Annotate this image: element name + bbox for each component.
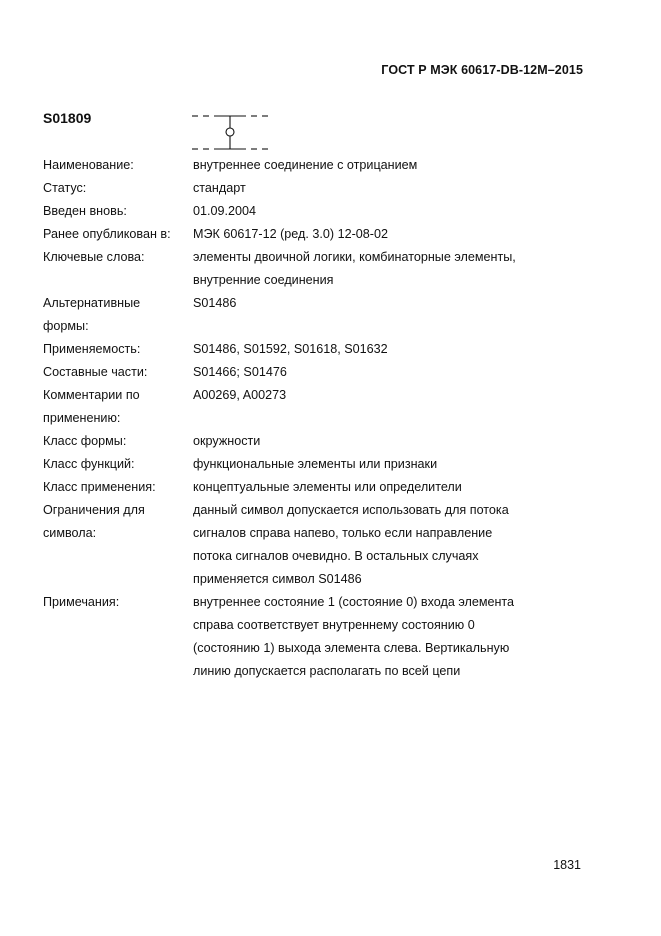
symbol-code: S01809 — [43, 110, 92, 126]
row-introduced — [43, 200, 593, 223]
value-shape-class: окружности — [193, 434, 261, 448]
value-notes: внутреннее состояние 1 (состояние 0) входа элемента справа соответствует внутреннему состоянию 0 (состоянию 1) выхода элемента слева. Вертикальную линию допускается располагать по всей цепи — [193, 595, 515, 678]
label-shape-class: Класс формы: — [43, 434, 127, 448]
row-shape-class — [43, 430, 593, 453]
value-name: внутреннее соединение с отрицанием — [193, 158, 418, 172]
label-function-class: Класс функций: — [43, 457, 135, 471]
label-previously-published: Ранее опубликован в: — [43, 227, 171, 241]
attributes-table — [43, 154, 593, 683]
label-name: Наименование: — [43, 158, 134, 172]
row-application-comments — [43, 384, 593, 430]
label-application-class: Класс применения: — [43, 480, 156, 494]
label-notes: Примечания: — [43, 595, 120, 609]
row-previously-published — [43, 223, 593, 246]
row-symbol-restrictions — [43, 499, 593, 591]
row-status — [43, 177, 593, 200]
value-applicability: S01486, S01592, S01618, S01632 — [193, 342, 388, 356]
row-keywords — [43, 246, 593, 292]
internal-connection-negation-symbol-icon — [190, 108, 272, 154]
value-introduced: 01.09.2004 — [193, 204, 257, 218]
value-status: стандарт — [193, 181, 246, 195]
label-components: Составные части: — [43, 365, 148, 379]
value-keywords: элементы двоичной логики, комбинаторные элементы, внутренние соединения — [193, 250, 516, 287]
label-status: Статус: — [43, 181, 87, 195]
row-applicability — [43, 338, 593, 361]
row-name — [43, 154, 593, 177]
label-keywords: Ключевые слова: — [43, 250, 145, 264]
value-application-class: концептуальные элементы или определители — [193, 480, 462, 494]
value-application-comments: A00269, A00273 — [193, 388, 287, 402]
label-application-comments: Комментарии по применению: — [43, 388, 140, 425]
row-function-class — [43, 453, 593, 476]
row-components — [43, 361, 593, 384]
value-alternative-forms: S01486 — [193, 296, 237, 310]
row-application-class — [43, 476, 593, 499]
document-header: ГОСТ Р МЭК 60617-DB-12M–2015 — [381, 63, 583, 77]
value-previously-published: МЭК 60617-12 (ред. 3.0) 12-08-02 — [193, 227, 388, 241]
page-number: 1831 — [553, 858, 581, 872]
value-components: S01466; S01476 — [193, 365, 287, 379]
label-symbol-restrictions: Ограничения для символа: — [43, 503, 145, 540]
label-introduced: Введен вновь: — [43, 204, 127, 218]
label-alternative-forms: Альтернативные формы: — [43, 296, 141, 333]
row-notes — [43, 591, 593, 683]
row-alternative-forms — [43, 292, 593, 338]
label-applicability: Применяемость: — [43, 342, 141, 356]
value-symbol-restrictions: данный символ допускается использовать для потока сигналов справа напево, только если направление потока сигналов очевидно. В остальных случаях применяется символ S01486 — [193, 503, 509, 586]
value-function-class: функциональные элементы или признаки — [193, 457, 438, 471]
